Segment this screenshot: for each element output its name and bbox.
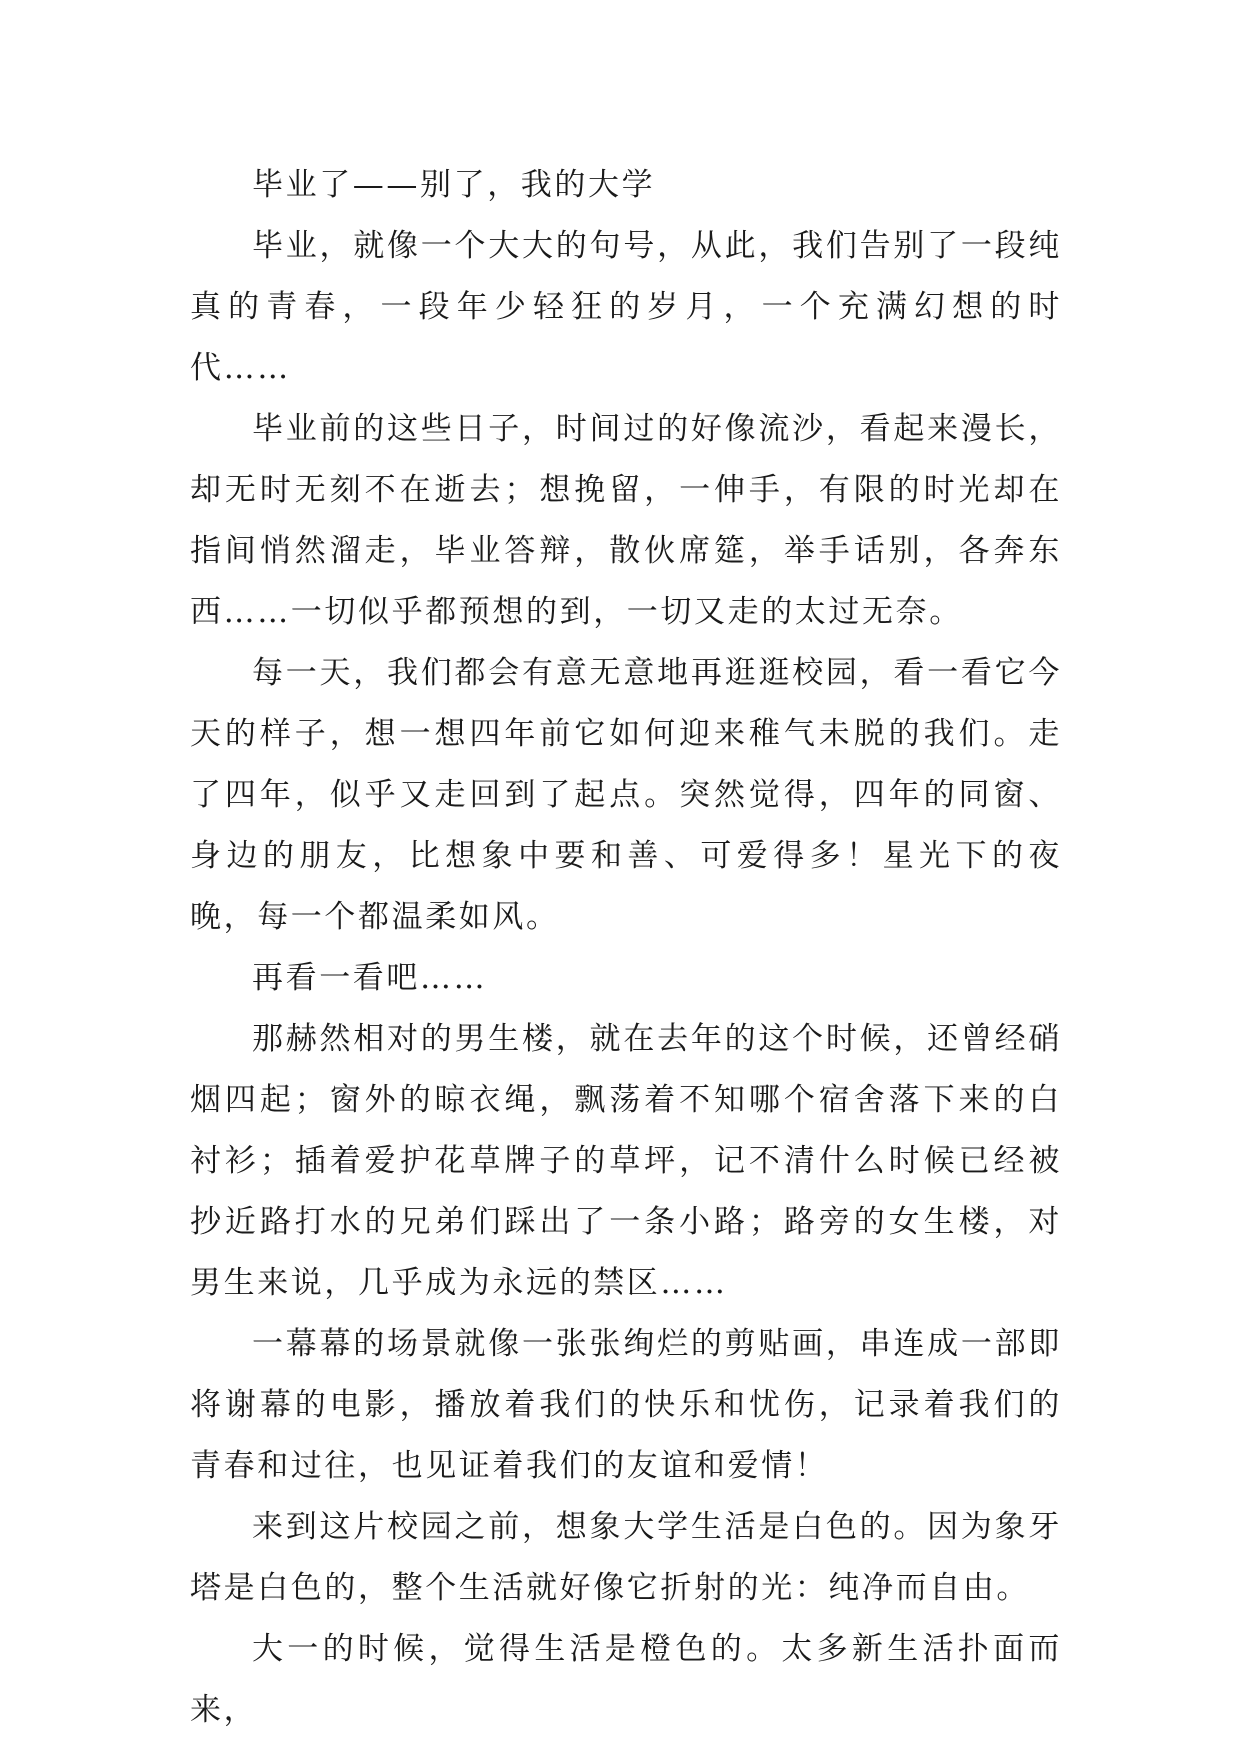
paragraph: 大一的时候，觉得生活是橙色的。太多新生活扑面而来， xyxy=(190,1631,1062,1728)
article-body xyxy=(190,155,1062,1741)
paragraph: 一幕幕的场景就像一张张绚烂的剪贴画，串连成一部即将谢幕的电影，播放着我们的快乐和忧伤，记录着我们的青春和过往，也见证着我们的友谊和爱情！ xyxy=(190,1326,1062,1484)
paragraph: 毕业，就像一个大大的句号，从此，我们告别了一段纯真的青春，一段年少轻狂的岁月，一个充满幻想的时代…… xyxy=(190,228,1062,386)
paragraph: 来到这片校园之前，想象大学生活是白色的。因为象牙塔是白色的，整个生活就好像它折射的光：纯净而自由。 xyxy=(190,1509,1062,1606)
paragraph: 每一天，我们都会有意无意地再逛逛校园，看一看它今天的样子，想一想四年前它如何迎来稚气未脱的我们。走了四年，似乎又走回到了起点。突然觉得，四年的同窗、身边的朋友，比想象中要和善、可爱得多！星光下的夜晚，每一个都温柔如风。 xyxy=(190,655,1062,935)
paragraph: 毕业前的这些日子，时间过的好像流沙，看起来漫长，却无时无刻不在逝去；想挽留，一伸手，有限的时光却在指间悄然溜走，毕业答辩，散伙席筵，举手话别，各奔东西……一切似乎都预想的到，一切又走的太过无奈。 xyxy=(190,411,1062,630)
paragraph: 再看一看吧…… xyxy=(252,960,488,996)
paragraph: 那赫然相对的男生楼，就在去年的这个时候，还曾经硝烟四起；窗外的晾衣绳，飘荡着不知哪个宿舍落下来的白衬衫；插着爱护花草牌子的草坪，记不清什么时候已经被抄近路打水的兄弟们踩出了一条小路；路旁的女生楼，对男生来说，几乎成为永远的禁区…… xyxy=(190,1021,1062,1301)
article-title: 毕业了——别了，我的大学 xyxy=(252,167,656,203)
